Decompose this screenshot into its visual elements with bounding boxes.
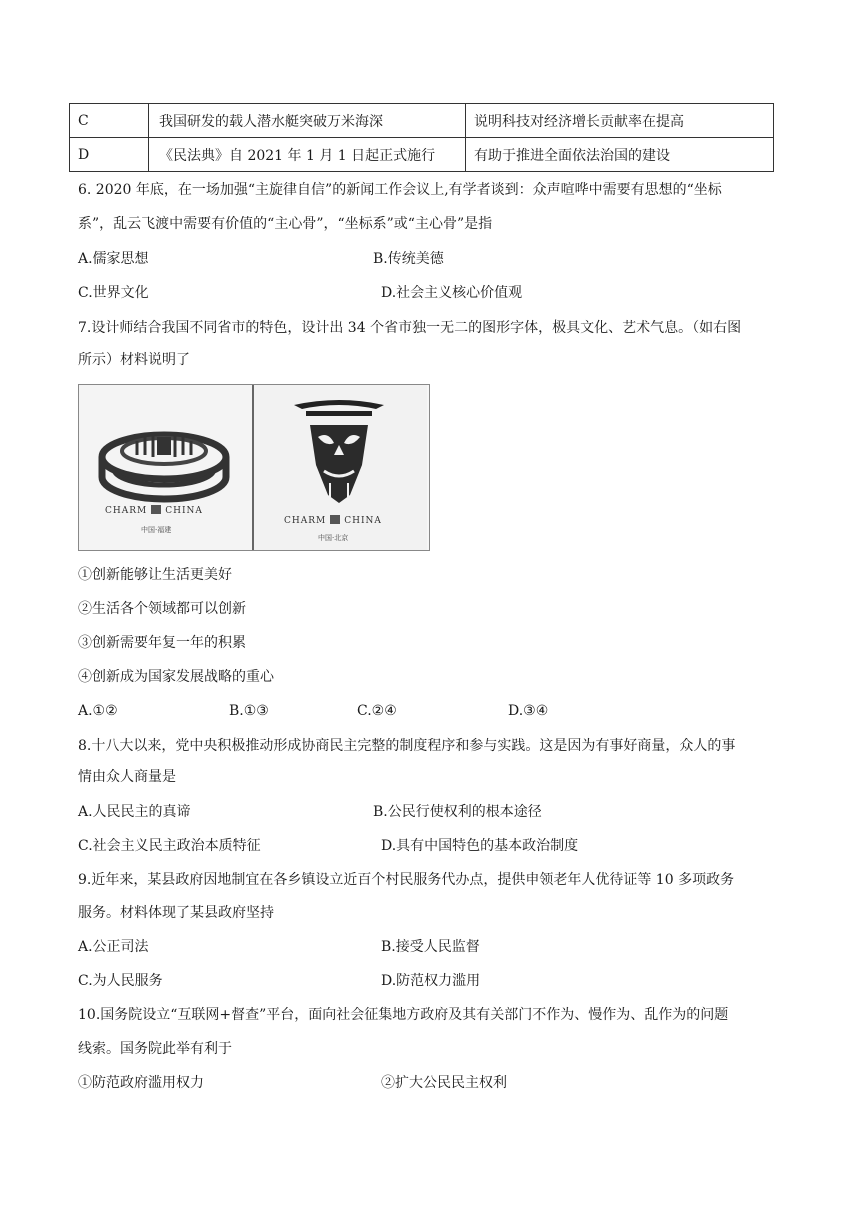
font-design-figure [78,384,430,551]
seal-icon [151,505,161,514]
q8-stem-line2: 情由众人商量是 [78,769,176,785]
q6-option-d: D.社会主义核心价值观 [381,285,523,301]
q9-stem-line2: 服务。材料体现了某县政府坚持 [78,905,274,921]
fujian-charm-caption [105,505,203,516]
q7-statement-2: ②生活各个领域都可以创新 [78,601,246,617]
q6-option-b: B.传统美德 [373,251,444,267]
q8-option-c: C.社会主义民主政治本质特征 [78,838,261,854]
table-cell-option: C [70,104,149,138]
q6-option-c: C.世界文化 [78,285,149,301]
q10-statement-2: ②扩大公民民主权利 [381,1075,507,1091]
table-cell-event: 《民法典》自 2021 年 1 月 1 日起正式施行 [149,138,466,172]
q7-statement-3: ③创新需要年复一年的积累 [78,635,246,651]
table-cell-event: 我国研发的载人潜水艇突破万米海深 [149,104,466,138]
fujian-logo-panel [79,385,254,550]
q7-option-a: A.①② [78,703,118,719]
beijing-logo-panel [254,385,427,550]
charm-text: CHARM [105,506,148,516]
q6-stem-line2: 系”，乱云飞渡中需要有价值的“主心骨”，“坐标系”或“主心骨”是指 [78,216,493,232]
q8-option-d: D.具有中国特色的基本政治制度 [381,838,579,854]
q8-option-b: B.公民行使权利的根本途径 [373,804,542,820]
q7-statement-4: ④创新成为国家发展战略的重心 [78,669,274,685]
q9-option-b: B.接受人民监督 [381,939,480,955]
q10-stem-line2: 线索。国务院此举有利于 [78,1041,232,1057]
q8-option-a: A.人民民主的真谛 [78,804,191,820]
q10-stem-line1: 10.国务院设立“互联网+督查”平台，面向社会征集地方政府及其有关部门不作为、慢作为、乱作为的问题 [78,1007,729,1023]
q9-option-c: C.为人民服务 [78,973,163,989]
q7-option-d: D.③④ [508,703,549,719]
q6-stem-line1: 6. 2020 年底，在一场加强“主旋律自信”的新闻工作会议上,有学者谈到：众声喧哗中需要有思想的“坐标 [78,182,722,198]
answer-table [69,103,774,172]
q7-option-c: C.②④ [357,703,397,719]
q9-option-a: A.公正司法 [78,939,149,955]
beijing-place-label: 中国·北京 [318,534,349,542]
q8-stem-line1: 8.十八大以来，党中央积极推动形成协商民主完整的制度程序和参与实践。这是因为有事好商量，众人的事 [78,738,736,754]
table-row [70,138,774,172]
table-cell-comment: 说明科技对经济增长贡献率在提高 [466,104,774,138]
q7-stem-line1: 7.设计师结合我国不同省市的特色，设计出 34 个省市独一无二的图形字体，极具文化、艺术气息。（如右图 [78,320,742,336]
china-text: CHINA [344,516,382,526]
charm-text: CHARM [284,516,327,526]
seal-icon [330,515,340,524]
q9-stem-line1: 9.近年来，某县政府因地制宜在各乡镇设立近百个村民服务代办点，提供申领老年人优待证等 10 多项政务 [78,872,735,888]
q7-statement-1: ①创新能够让生活更美好 [78,567,232,583]
q7-option-b: B.①③ [229,703,269,719]
q7-stem-line2: 所示）材料说明了 [78,352,190,368]
table-row [70,104,774,138]
china-text: CHINA [165,506,203,516]
table-cell-option: D [70,138,149,172]
q6-option-a: A.儒家思想 [78,251,149,267]
q9-option-d: D.防范权力滥用 [381,973,481,989]
beijing-charm-caption [284,515,382,526]
q10-statement-1: ①防范政府滥用权力 [78,1075,204,1091]
fujian-place-label: 中国·福建 [141,526,172,534]
table-cell-comment: 有助于推进全面依法治国的建设 [466,138,774,172]
